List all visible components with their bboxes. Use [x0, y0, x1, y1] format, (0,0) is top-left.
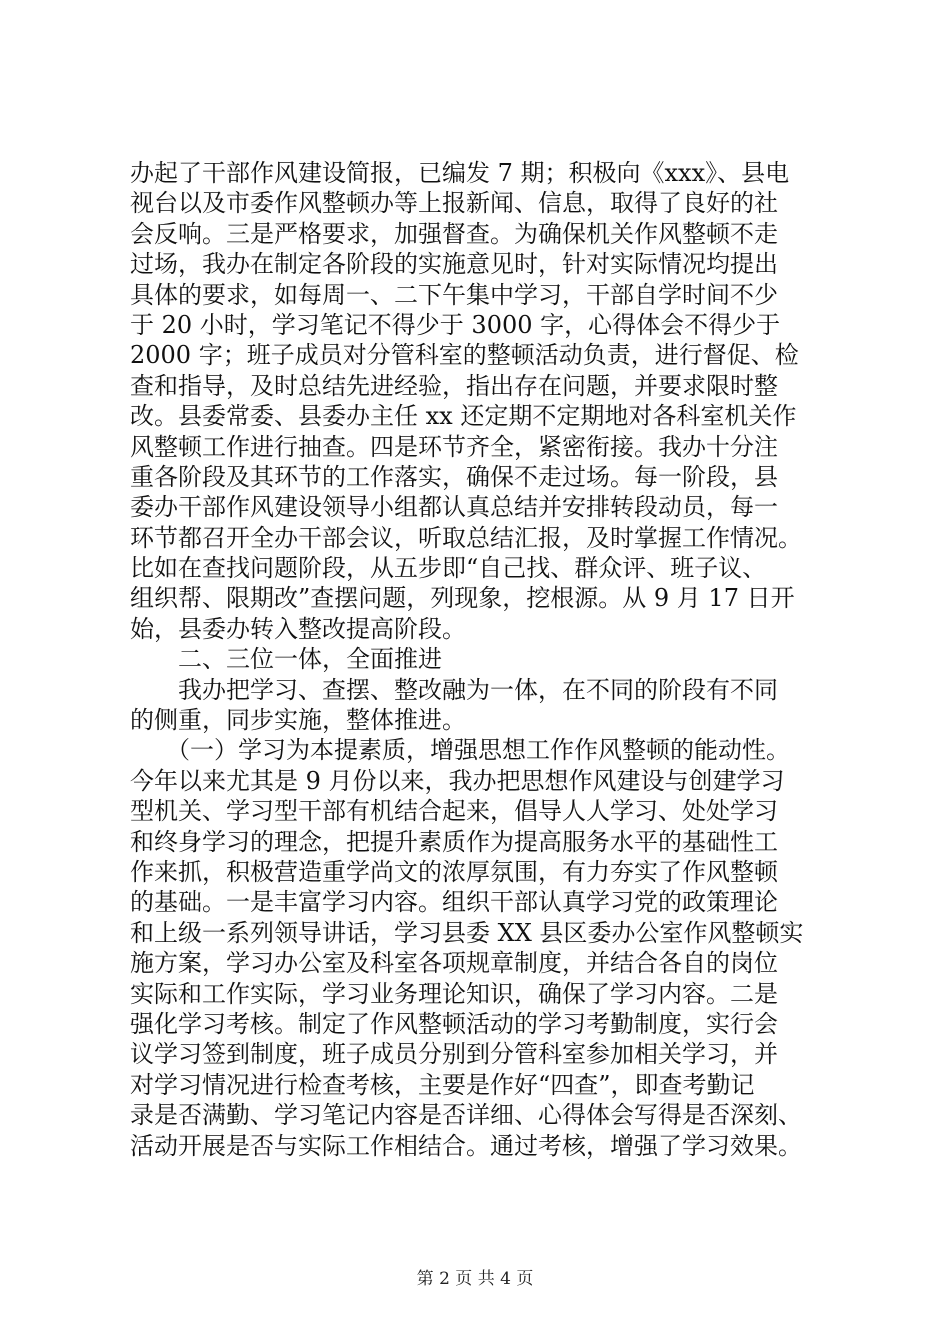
text-line: 组织帮、限期改”查摆问题，列现象，挖根源。从 9 月 17 日开 [130, 584, 795, 613]
page-number-footer: 第 2 页 共 4 页 [416, 1269, 534, 1289]
text-line: 强化学习考核。制定了作风整顿活动的学习考勤制度，实行会 [130, 1009, 778, 1038]
text-line: 查和指导，及时总结先进经验，指出存在问题，并要求限时整 [130, 371, 778, 400]
text-line: 环节都召开全办干部会议，听取总结汇报，及时掌握工作情况。 [130, 523, 802, 552]
text-line: 型机关、学习型干部有机结合起来，倡导人人学习、处处学习 [130, 797, 778, 826]
text-line: 作来抓，积极营造重学尚文的浓厚氛围，有力夯实了作风整顿 [130, 857, 778, 886]
text-line: 活动开展是否与实际工作相结合。通过考核，增强了学习效果。 [130, 1131, 802, 1160]
text-line: 施方案，学习办公室及科室各项规章制度，并结合各自的岗位 [130, 949, 778, 978]
text-line: 2000 字；班子成员对分管科室的整顿活动负责，进行督促、检 [130, 341, 799, 370]
subsection-heading: （一）学习为本提素质，增强思想工作作风整顿的能动性。 [130, 736, 790, 765]
section-heading: 二、三位一体，全面推进 [130, 645, 442, 674]
text-line: 具体的要求，如每周一、二下午集中学习，干部自学时间不少 [130, 280, 778, 309]
text-line: 我办把学习、查摆、整改融为一体，在不同的阶段有不同 [130, 675, 778, 704]
text-line: 改。县委常委、县委办主任 xx 还定期不定期地对各科室机关作 [130, 402, 797, 431]
text-line: 和终身学习的理念，把提升素质作为提高服务水平的基础性工 [130, 827, 778, 856]
text-line: 委办干部作风建设领导小组都认真总结并安排转段动员，每一 [130, 493, 778, 522]
text-line: 重各阶段及其环节的工作落实，确保不走过场。每一阶段，县 [130, 462, 778, 491]
text-line: 和上级一系列领导讲话，学习县委 XX 县区委办公室作风整顿实 [130, 918, 804, 947]
text-line: 办起了干部作风建设简报，已编发 7 期；积极向《xxx》、县电 [130, 159, 790, 187]
text-line: 于 20 小时，学习笔记不得少于 3000 字，心得体会不得少于 [130, 310, 781, 339]
text-line: 始，县委办转入整改提高阶段。 [130, 614, 466, 643]
text-line: 的基础。一是丰富学习内容。组织干部认真学习党的政策理论 [130, 888, 778, 917]
text-line: 议学习签到制度，班子成员分别到分管科室参加相关学习，并 [130, 1040, 778, 1069]
text-line: 今年以来尤其是 9 月份以来，我办把思想作风建设与创建学习 [130, 766, 785, 795]
text-line: 实际和工作实际，学习业务理论知识，确保了学习内容。二是 [130, 979, 778, 1008]
text-line: 风整顿工作进行抽查。四是环节齐全，紧密衔接。我办十分注 [130, 432, 778, 461]
text-line: 的侧重，同步实施，整体推进。 [130, 706, 466, 735]
body-text [130, 158, 850, 1161]
text-line: 过场，我办在制定各阶段的实施意见时，针对实际情况均提出 [130, 250, 778, 279]
text-line: 视台以及市委作风整顿办等上报新闻、信息，取得了良好的社 [130, 189, 778, 218]
text-line: 会反响。三是严格要求，加强督查。为确保机关作风整顿不走 [130, 219, 778, 248]
text-line: 比如在查找问题阶段，从五步即“自己找、群众评、班子议、 [130, 554, 767, 583]
text-line: 录是否满勤、学习笔记内容是否详细、心得体会写得是否深刻、 [130, 1101, 802, 1130]
text-line: 对学习情况进行检查考核，主要是作好“四查”，即查考勤记 [130, 1070, 755, 1099]
